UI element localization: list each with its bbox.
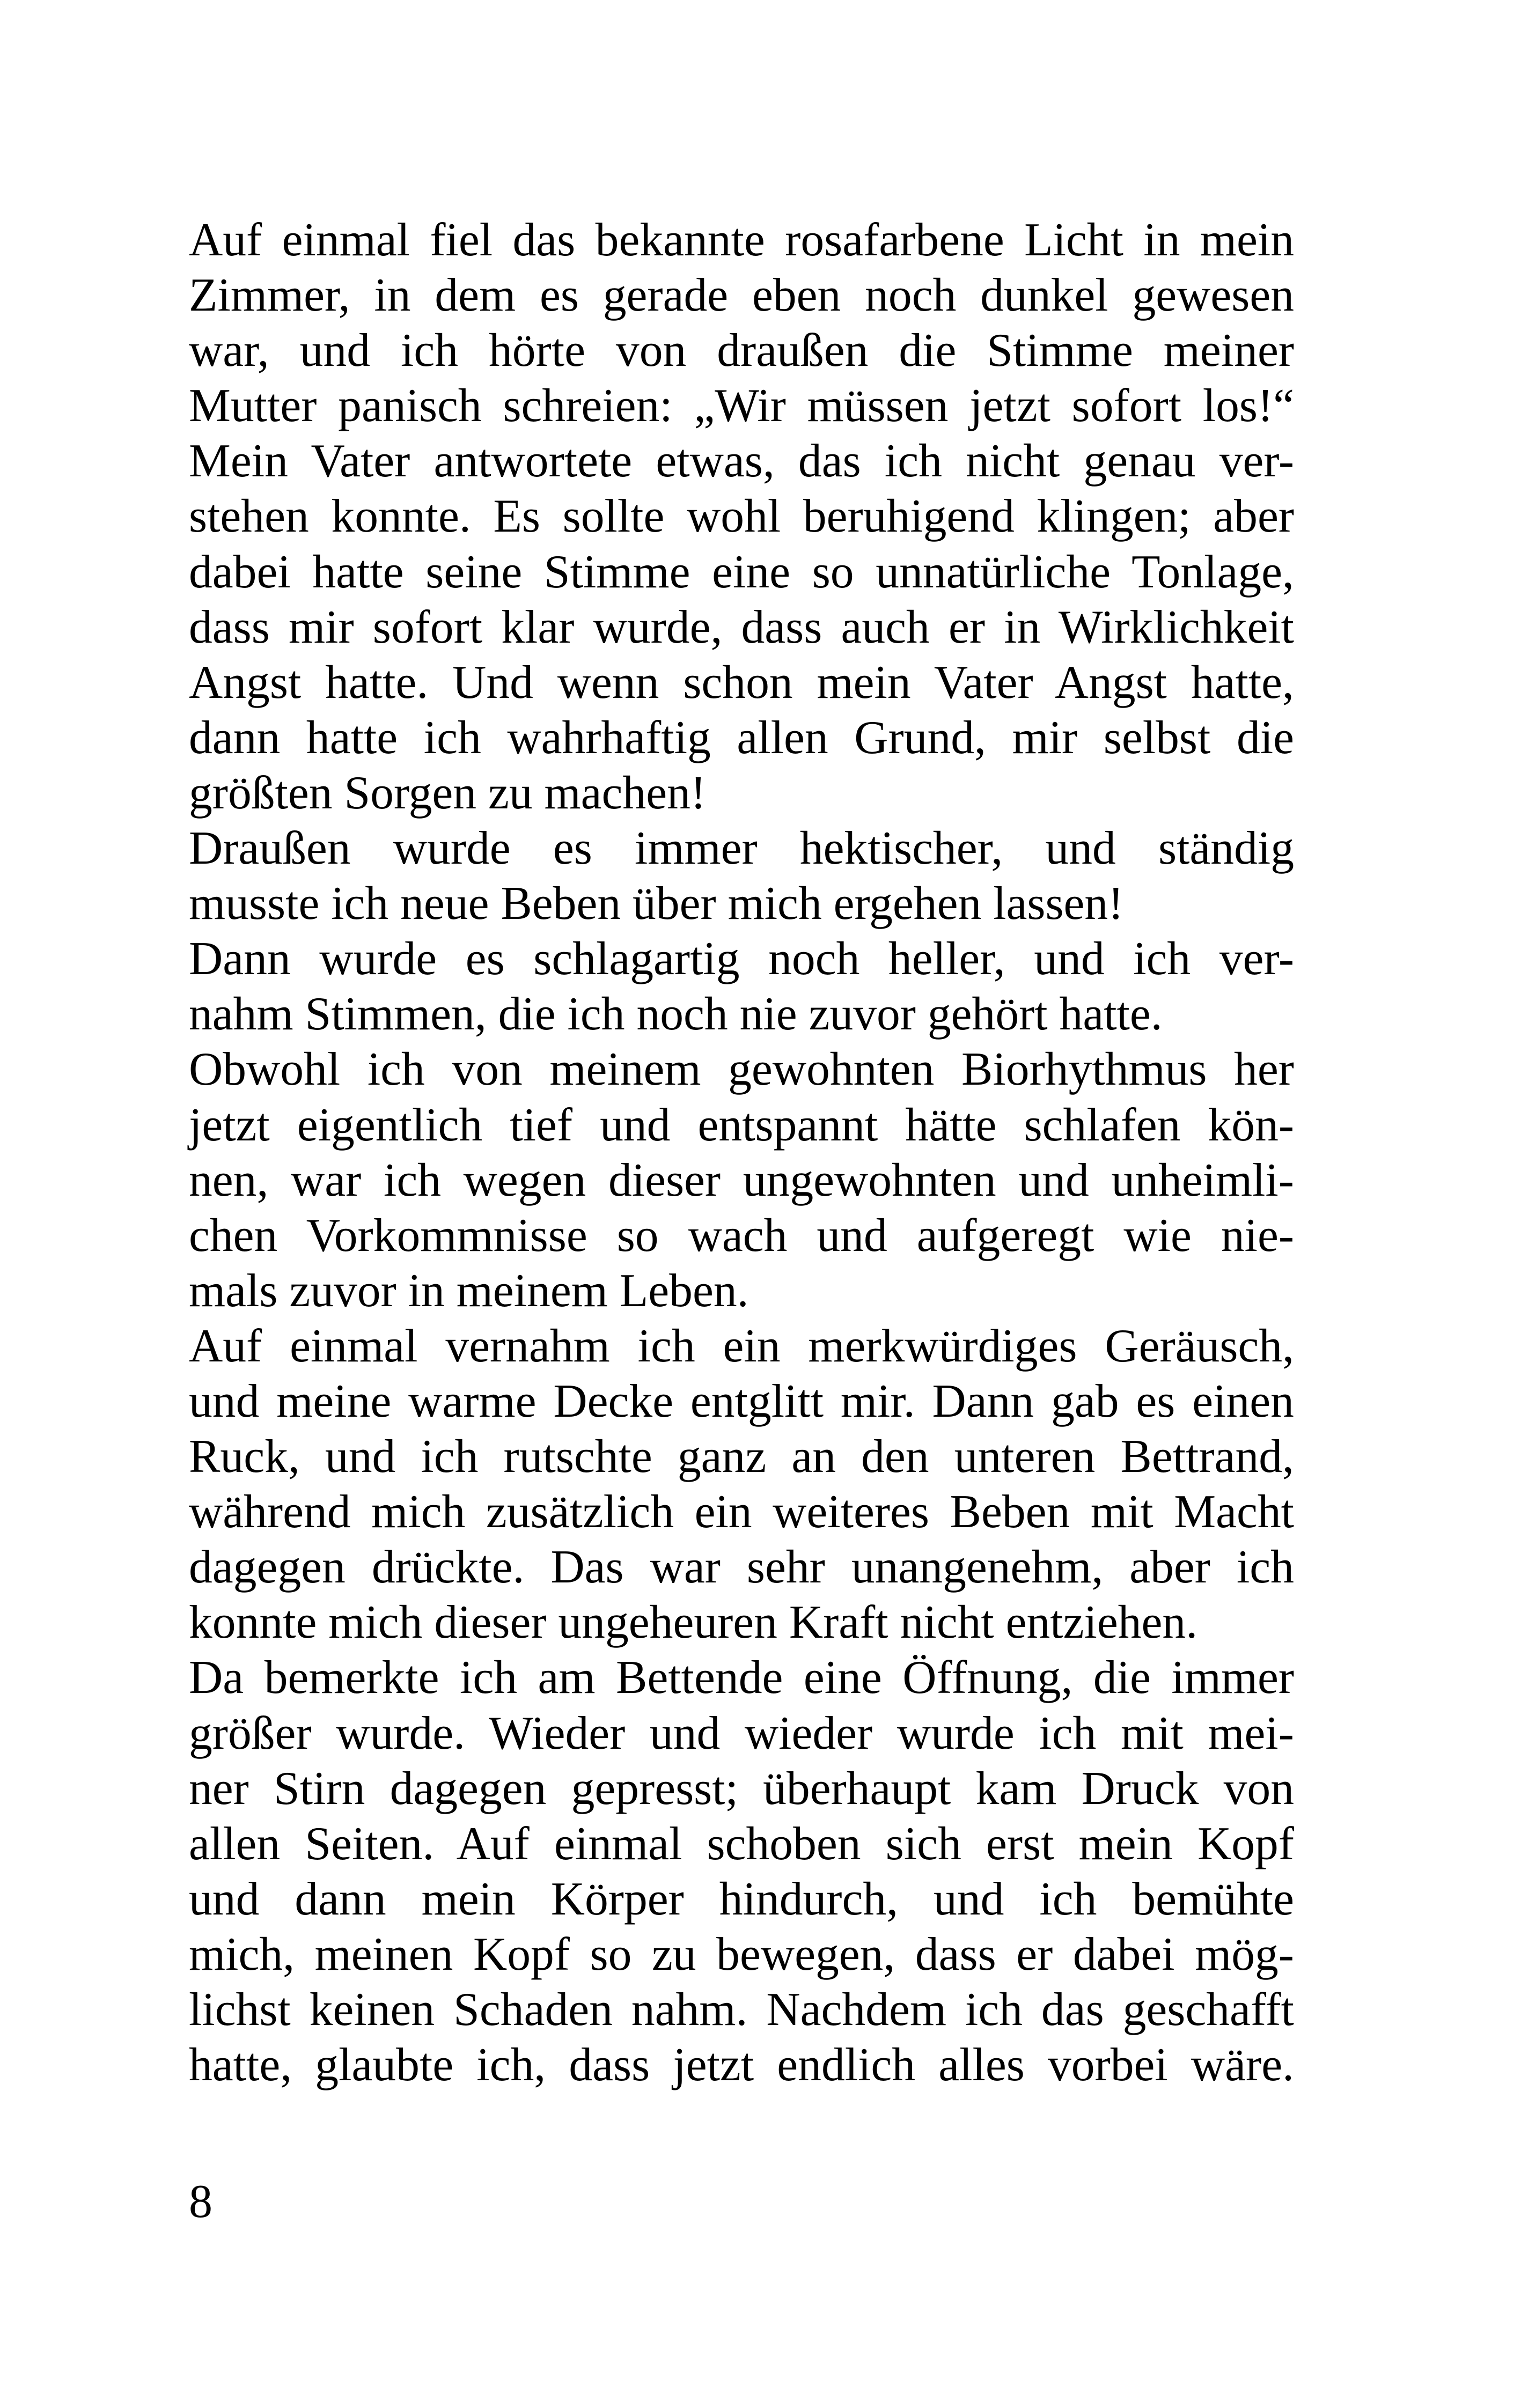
text-line: während mich zusätzlich ein weiteres Beben mit Macht (189, 1485, 1294, 1538)
text-line: Ruck, und ich rutschte ganz an den unteren Bettrand, (189, 1430, 1294, 1483)
text-line: mals zuvor in meinem Leben. (189, 1264, 749, 1316)
text-line: chen Vorkommnisse so wach und aufgeregt wie nie- (189, 1209, 1295, 1261)
text-line: Zimmer, in dem es gerade eben noch dunkel gewesen (189, 269, 1295, 321)
text-line: konnte mich dieser ungeheuren Kraft nicht entziehen. (189, 1596, 1198, 1648)
text-line: stehen konnte. Es sollte wohl beruhigend klingen; aber (189, 490, 1294, 542)
text-line: lichst keinen Schaden nahm. Nachdem ich das geschafft (189, 1983, 1295, 2035)
text-line: Auf einmal fiel das bekannte rosafarbene Licht in mein (189, 213, 1295, 266)
text-line: Draußen wurde es immer hektischer, und ständig (189, 822, 1295, 874)
text-line: dann hatte ich wahrhaftig allen Grund, mir selbst die (189, 711, 1294, 763)
text-line: Obwohl ich von meinem gewohnten Biorhythmus her (189, 1043, 1294, 1095)
text-line: Auf einmal vernahm ich ein merkwürdiges Geräusch, (189, 1319, 1294, 1372)
text-line: war, und ich hörte von draußen die Stimme meiner (189, 324, 1294, 377)
text-line: und dann mein Körper hindurch, und ich bemühte (189, 1872, 1294, 1925)
body-text (189, 212, 1294, 2092)
text-line: dagegen drückte. Das war sehr unangenehm, aber ich (189, 1541, 1294, 1593)
text-line: allen Seiten. Auf einmal schoben sich erst mein Kopf (189, 1817, 1295, 1869)
text-line: Dann wurde es schlagartig noch heller, und ich ver- (189, 932, 1295, 985)
text-line: Da bemerkte ich am Bettende eine Öffnung, die immer (189, 1651, 1295, 1704)
text-line: Angst hatte. Und wenn schon mein Vater Angst hatte, (189, 656, 1294, 708)
page-number: 8 (189, 2176, 212, 2228)
text-line: dabei hatte seine Stimme eine so unnatürliche Tonlage, (189, 545, 1294, 598)
text-line: hatte, glaubte ich, dass jetzt endlich alles vorbei wäre. (189, 2038, 1294, 2091)
text-line: Mein Vater antwortete etwas, das ich nicht genau ver- (189, 435, 1295, 487)
text-line: nahm Stimmen, die ich noch nie zuvor gehört hatte. (189, 988, 1163, 1040)
text-line: musste ich neue Beben über mich ergehen lassen! (189, 877, 1124, 930)
text-line: größer wurde. Wieder und wieder wurde ich mit mei- (189, 1706, 1294, 1759)
text-line: und meine warme Decke entglitt mir. Dann gab es einen (189, 1374, 1294, 1427)
text-line: mich, meinen Kopf so zu bewegen, dass er dabei mög- (189, 1927, 1294, 1980)
text-line: jetzt eigentlich tief und entspannt hätte schlafen kön- (189, 1098, 1295, 1151)
text-line: Mutter panisch schreien: „Wir müssen jetzt sofort los!“ (189, 379, 1295, 432)
text-line: dass mir sofort klar wurde, dass auch er in Wirklichkeit (189, 600, 1294, 653)
text-line: ner Stirn dagegen gepresst; überhaupt kam Druck von (189, 1762, 1294, 1814)
text-line: nen, war ich wegen dieser ungewohnten und unheimli- (189, 1153, 1294, 1206)
text-line: größten Sorgen zu machen! (189, 766, 707, 819)
